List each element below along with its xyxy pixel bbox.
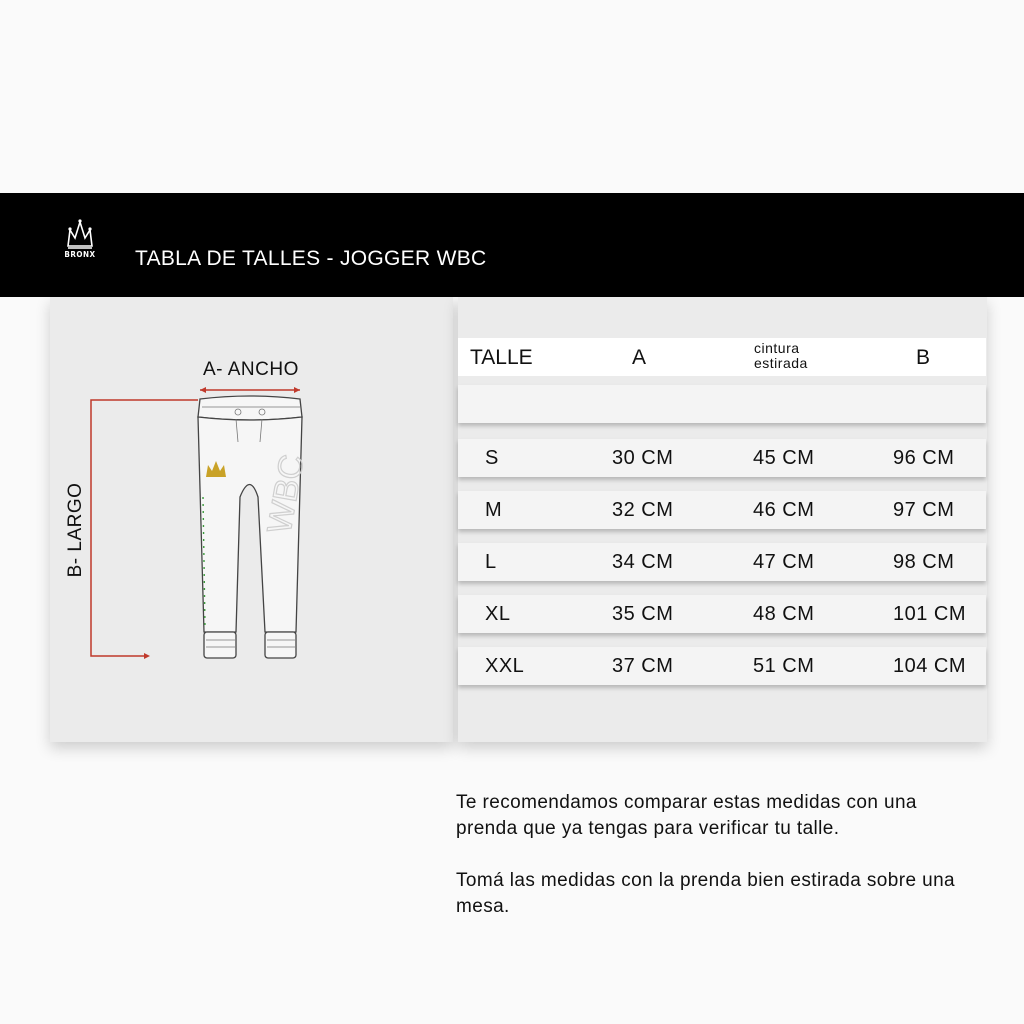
width-arrow — [200, 387, 300, 393]
cell-b: 104 CM — [893, 655, 967, 677]
cell-waist: 46 CM — [753, 499, 815, 521]
cell-waist: 47 CM — [753, 551, 815, 573]
size-table-header — [458, 338, 986, 376]
header-waist — [754, 341, 808, 371]
page-title: TABLA DE TALLES - JOGGER WBC — [135, 247, 487, 270]
header-size: TALLE — [470, 346, 533, 369]
cell-size: M — [485, 499, 503, 521]
cell-waist: 51 CM — [753, 655, 815, 677]
brand-logo-text: BRONX — [64, 250, 96, 259]
cell-b: 98 CM — [893, 551, 955, 573]
cell-size: XL — [485, 603, 511, 625]
cell-a: 35 CM — [612, 603, 674, 625]
cell-a: 30 CM — [612, 447, 674, 469]
table-row — [458, 491, 986, 529]
header-a: A — [632, 346, 647, 369]
header-waist-line2: estirada — [754, 355, 808, 371]
measurement-tip: Te recomendamos comparar estas medidas con una prenda que ya tengas para verificar tu talle. — [456, 792, 917, 839]
cell-a: 32 CM — [612, 499, 674, 521]
cell-size: L — [485, 551, 497, 573]
cell-size: XXL — [485, 655, 525, 677]
header-band — [0, 193, 1024, 297]
cell-waist: 45 CM — [753, 447, 815, 469]
header-b: B — [916, 346, 931, 369]
width-label: A- ANCHO — [203, 359, 299, 380]
table-row — [458, 543, 986, 581]
cell-a: 37 CM — [612, 655, 674, 677]
length-arrow — [91, 400, 198, 659]
table-row — [458, 595, 986, 633]
cell-a: 34 CM — [612, 551, 674, 573]
garment-print-text: WBC — [260, 451, 312, 537]
length-label: B- LARGO — [65, 482, 86, 578]
header-waist-line1: cintura — [754, 340, 800, 356]
measurement-instruction: Tomá las medidas con la prenda bien estirada sobre una mesa. — [456, 870, 956, 917]
table-spacer-row — [458, 385, 986, 423]
cell-b: 96 CM — [893, 447, 955, 469]
cell-b: 97 CM — [893, 499, 955, 521]
cell-b: 101 CM — [893, 603, 967, 625]
cell-waist: 48 CM — [753, 603, 815, 625]
table-row — [458, 439, 986, 477]
crown-logo-icon — [66, 216, 94, 270]
table-row — [458, 647, 986, 685]
cell-size: S — [485, 447, 499, 469]
